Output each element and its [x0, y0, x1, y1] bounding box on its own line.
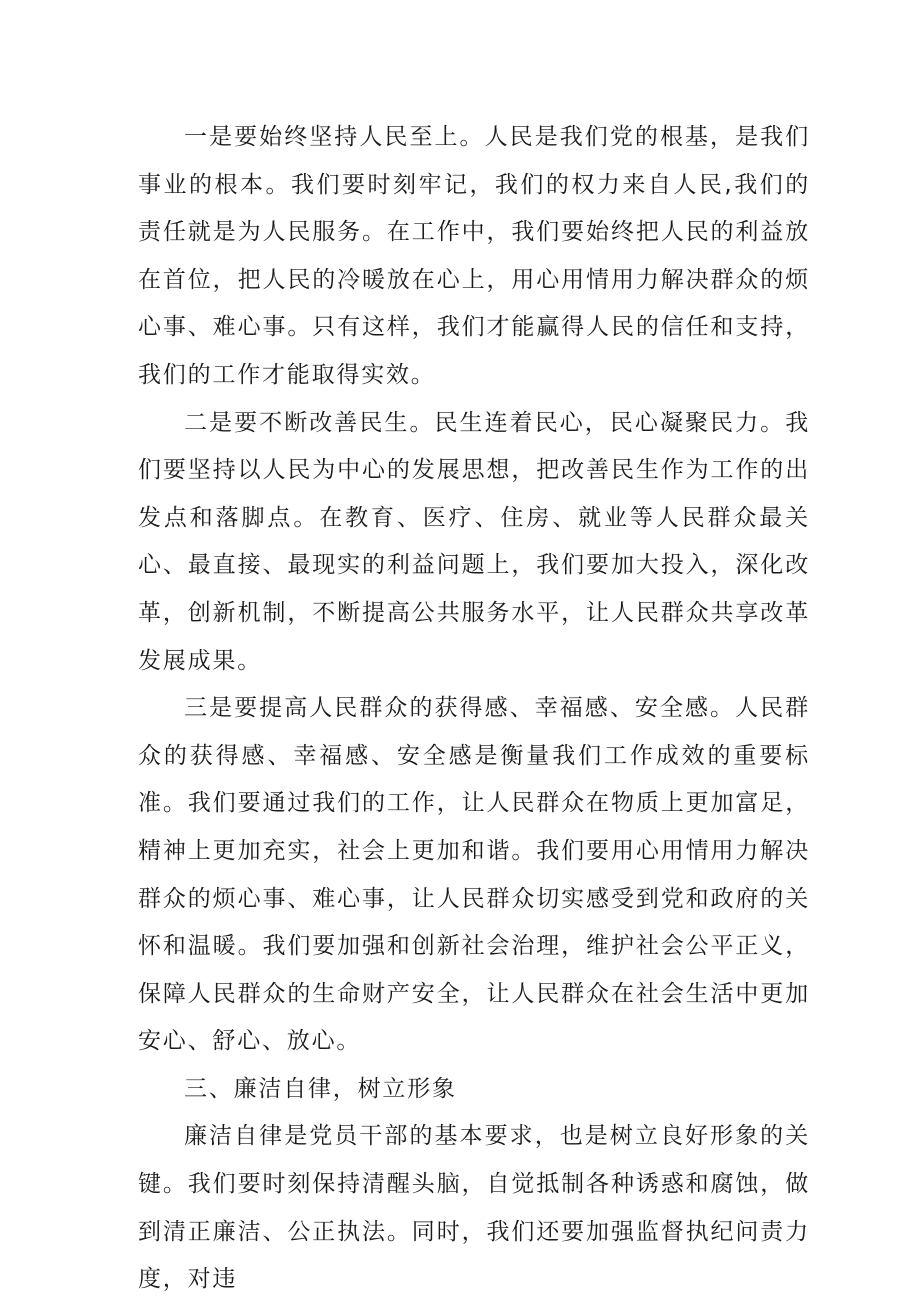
paragraph-integrity: 廉洁自律是党员干部的基本要求，也是树立良好形象的关键。我们要时刻保持清醒头脑，自觉抵制各种诱惑和腐蚀，做到清正廉洁、公正执法。同时，我们还要加强监督执纪问责力度，对违 — [138, 1123, 810, 1293]
paragraph-sense-of-gain: 三是要提高人民群众的获得感、幸福感、安全感。人民群众的获得感、幸福感、安全感是衡量我们工作成效的重要标准。我们要通过我们的工作，让人民群众在物质上更加富足，精神上更加充实，社会上更加和谐。我们要用心用情用力解决群众的烦心事、难心事，让人民群众切实感受到党和政府的关怀和温暖。我们要加强和创新社会治理，维护社会公平正义，保障人民群众的生命财产安全，让人民群众在社会生活中更加安心、舒心、放心。 — [138, 695, 810, 1055]
paragraph-people-first: 一是要始终坚持人民至上。人民是我们党的根基，是我们事业的根本。我们要时刻牢记，我们的权力来自人民,我们的责任就是为人民服务。在工作中，我们要始终把人民的利益放在首位，把人民的冷暖放在心上，用心用情用力解决群众的烦心事、难心事。只有这样，我们才能赢得人民的信任和支持，我们的工作才能取得实效。 — [138, 124, 810, 388]
paragraph-improve-livelihood: 二是要不断改善民生。民生连着民心，民心凝聚民力。我们要坚持以人民为中心的发展思想，把改善民生作为工作的出发点和落脚点。在教育、医疗、住房、就业等人民群众最关心、最直接、最现实的利益问题上，我们要加大投入，深化改革，创新机制，不断提高公共服务水平，让人民群众共享改革发展成果。 — [138, 409, 810, 674]
document-page — [138, 114, 810, 1304]
section-heading: 三、廉洁自律，树立形象 — [184, 1075, 457, 1102]
